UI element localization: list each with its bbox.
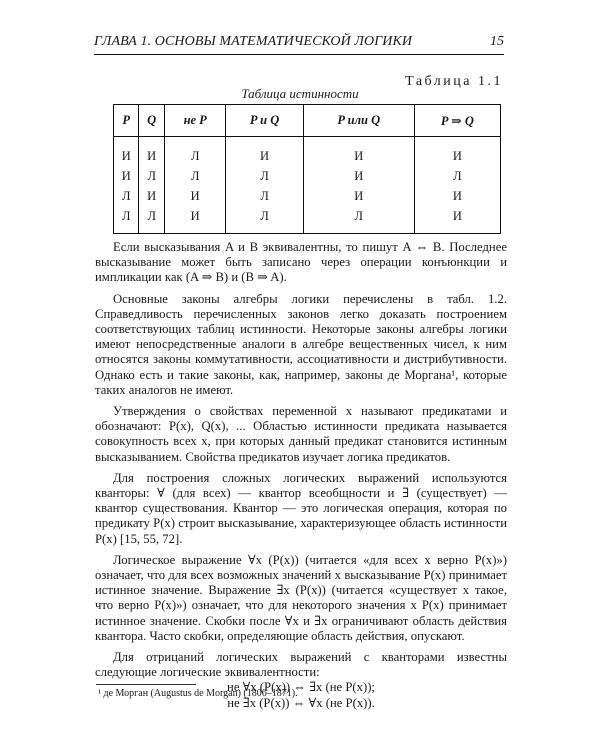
table-row (114, 137, 501, 167)
table-cell: И (303, 166, 414, 186)
formula-negation-forall: не ∀x (P(x)) ⇔ ∃x (не P(x)); (227, 680, 375, 695)
column-header: P ⇒ Q (414, 105, 500, 137)
table-cell: Л (114, 206, 139, 234)
table-cell: И (114, 137, 139, 167)
table-row (114, 206, 501, 234)
paragraph-equivalence: Если высказывания A и B эквивалентны, то пишут A ⇔ B. Последнее высказывание может быть записано через операции конъюнкции и импликации как (A ⇒ B) и (B ⇒ A). (95, 240, 507, 285)
page-number: 15 (490, 34, 504, 49)
table-cell: И (414, 186, 500, 206)
column-header: P и Q (226, 105, 303, 137)
column-header: P или Q (303, 105, 414, 137)
formula-negation-exists: не ∃x (P(x)) ⇔ ∀x (не P(x)). (227, 695, 375, 710)
table-cell: Л (164, 166, 226, 186)
paragraph-quantifiers: Для построения сложных логических выражений используются кванторы: ∀ (для всех) — квантор всеобщности и ∃ (существует) — квантор существования. Квантор — это логическая операция, которая по предикату P(x) строит высказывание, характеризующее область истинности P(x) [15, 55, 72]. (95, 470, 507, 546)
table-cell: И (226, 137, 303, 167)
table-cell: И (114, 166, 139, 186)
table-cell: Л (226, 166, 303, 186)
table-cell: И (414, 206, 500, 234)
column-header: не P (164, 105, 226, 137)
table-cell: И (414, 137, 500, 167)
running-header (94, 32, 504, 55)
footnote: ¹ де Морган (Augustus de Morgan) (1806–1871). (98, 688, 298, 699)
table-cell: Л (303, 206, 414, 234)
truth-table (113, 104, 501, 234)
table-caption: Таблица истинности (241, 86, 359, 101)
table-cell: Л (226, 186, 303, 206)
table-cell: Л (139, 206, 164, 234)
table-row (114, 166, 501, 186)
body-text (95, 240, 507, 711)
table-cell: И (139, 186, 164, 206)
table-row (114, 186, 501, 206)
column-header: Q (139, 105, 164, 137)
table-cell: И (139, 137, 164, 167)
footnote-rule (96, 684, 196, 685)
paragraph-quantifier-meaning: Логическое выражение ∀x (P(x)) (читается «для всех x верно P(x)») означает, что для всех возможных значений x высказывание P(x) принимает истинное значение. Выражение ∃x (P(x)) (читается «существует x такое, что верно P(x)») означает, что для некоторого значения x P(x) принимает истинное значение. Скобки после ∀x и ∃x ограничивают область действия квантора. Часто скобки, определяющие область действия, опускают. (95, 552, 507, 643)
table-cell: Л (414, 166, 500, 186)
truth-table-header-row (114, 105, 501, 137)
table-label: Таблица 1.1 (405, 74, 503, 89)
table-cell: Л (139, 166, 164, 186)
paragraph-negation: Для отрицаний логических выражений с кванторами известны следующие логические эквивалентности: (95, 650, 507, 680)
table-cell: И (164, 206, 226, 234)
table-cell: Л (114, 186, 139, 206)
chapter-title: ГЛАВА 1. ОСНОВЫ МАТЕМАТИЧЕСКОЙ ЛОГИКИ (94, 34, 413, 49)
table-cell: Л (164, 137, 226, 167)
paragraph-laws: Основные законы алгебры логики перечислены в табл. 1.2. Справедливость перечисленных законов легко доказать построением соответствующих таблиц истинности. Некоторые законы алгебры логики имеют непосредственные аналоги в алгебре вещественных чисел, к ним относятся законы коммутативности, ассоциативности и дистрибутивности. Однако есть и такие законы, как, например, законы де Моргана¹, которые таких аналогов не имеют. (95, 291, 507, 397)
table-cell: И (303, 137, 414, 167)
paragraph-predicates: Утверждения о свойствах переменной x называют предикатами и обозначают: P(x), Q(x), ... Областью истинности предиката называется совокупность всех x, при которых данный предикат становится истинным высказыванием. Свойства предикатов изучает логика предикатов. (95, 404, 507, 464)
column-header: P (114, 105, 139, 137)
table-cell: И (164, 186, 226, 206)
table-cell: Л (226, 206, 303, 234)
table-cell: И (303, 186, 414, 206)
